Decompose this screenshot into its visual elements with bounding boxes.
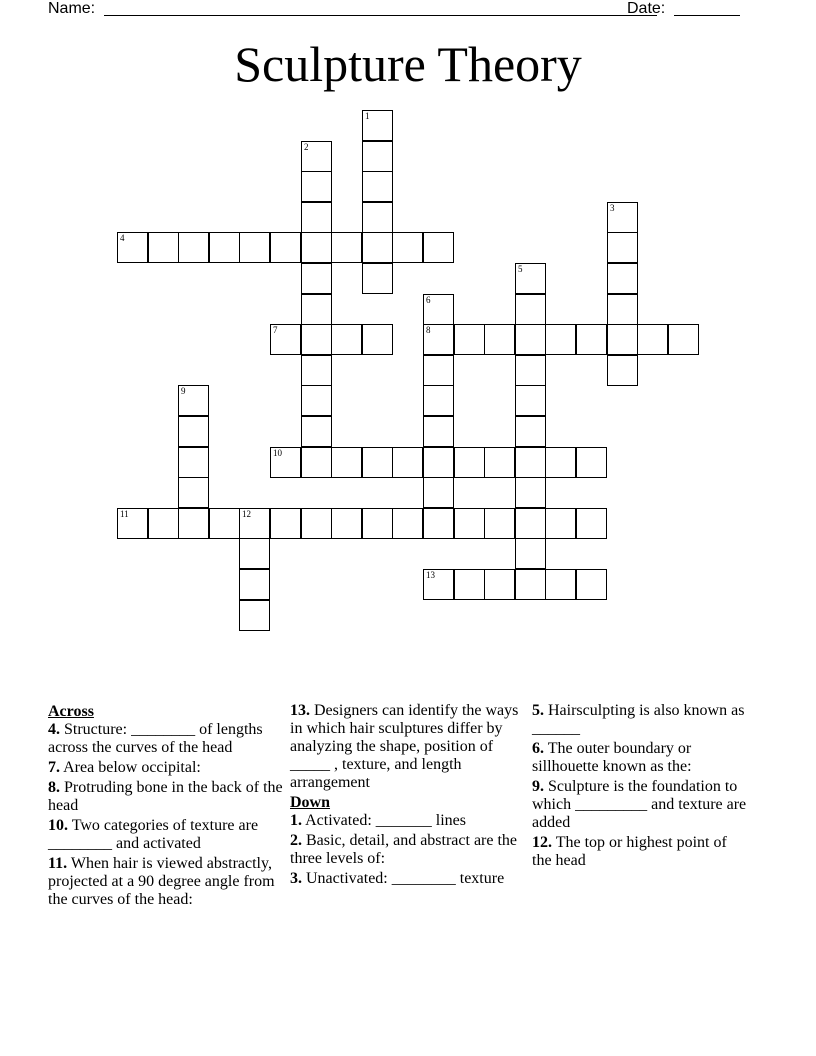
name-label: Name: — [48, 0, 96, 17]
crossword-cell[interactable] — [301, 171, 332, 202]
crossword-cell[interactable] — [270, 447, 301, 478]
crossword-cell[interactable] — [239, 508, 270, 539]
crossword-cell[interactable] — [301, 447, 332, 478]
crossword-cell[interactable] — [148, 508, 179, 539]
crossword-cell[interactable] — [178, 385, 209, 416]
crossword-cell[interactable] — [515, 569, 546, 600]
clue-text: Two categories of texture are ________ and activated — [48, 817, 259, 852]
crossword-cell[interactable] — [270, 324, 301, 355]
crossword-cell[interactable] — [545, 569, 576, 600]
clue-number-label: 1 — [365, 111, 370, 121]
clue-down-12 — [532, 834, 750, 870]
date-label: Date: — [627, 0, 666, 17]
crossword-cell[interactable] — [515, 324, 546, 355]
crossword-cell[interactable] — [484, 447, 515, 478]
crossword-cell[interactable] — [484, 508, 515, 539]
crossword-cell[interactable] — [423, 324, 454, 355]
clue-number-label: 10 — [273, 448, 282, 458]
clue-number-label: 11 — [120, 509, 129, 519]
crossword-cell[interactable] — [454, 447, 485, 478]
clue-number: 11. — [48, 855, 68, 872]
crossword-cell[interactable] — [362, 202, 393, 233]
crossword-cell[interactable] — [545, 447, 576, 478]
crossword-cell[interactable] — [423, 385, 454, 416]
crossword-cell[interactable] — [362, 263, 393, 294]
crossword-cell[interactable] — [423, 416, 454, 447]
crossword-cell[interactable] — [576, 569, 607, 600]
crossword-cell[interactable] — [576, 508, 607, 539]
crossword-cell[interactable] — [423, 508, 454, 539]
crossword-cell[interactable] — [331, 232, 362, 263]
crossword-cell[interactable] — [270, 508, 301, 539]
crossword-cell[interactable] — [362, 508, 393, 539]
crossword-cell[interactable] — [392, 508, 423, 539]
down-heading: Down — [290, 794, 331, 811]
clue-text: Activated: _______ lines — [305, 812, 466, 829]
clue-number: 8. — [48, 779, 60, 796]
crossword-cell[interactable] — [515, 447, 546, 478]
crossword-cell[interactable] — [668, 324, 699, 355]
crossword-cell[interactable] — [301, 324, 332, 355]
crossword-cell[interactable] — [607, 202, 638, 233]
crossword-cell[interactable] — [515, 385, 546, 416]
crossword-cell[interactable] — [362, 232, 393, 263]
crossword-cell[interactable] — [545, 508, 576, 539]
crossword-cell[interactable] — [607, 263, 638, 294]
clue-number-label: 7 — [273, 325, 278, 335]
crossword-cell[interactable] — [484, 324, 515, 355]
clue-text: Designers can identify the ways in which hair sculptures differ by analyzing the shape, position of _____ , texture, and length arrangement — [290, 702, 519, 791]
clue-number: 3. — [290, 870, 302, 887]
clue-across-8 — [48, 779, 284, 815]
crossword-cell[interactable] — [209, 232, 240, 263]
clue-down-2 — [290, 832, 522, 868]
crossword-cell[interactable] — [515, 416, 546, 447]
crossword-cell[interactable] — [331, 324, 362, 355]
clue-text: Unactivated: ________ texture — [306, 870, 505, 887]
clue-number: 5. — [532, 702, 544, 719]
crossword-cell[interactable] — [209, 508, 240, 539]
crossword-cell[interactable] — [270, 232, 301, 263]
crossword-cell[interactable] — [301, 508, 332, 539]
clue-number: 9. — [532, 778, 544, 795]
clue-number-label: 4 — [120, 233, 125, 243]
clue-number: 4. — [48, 721, 60, 738]
clue-number-label: 2 — [304, 142, 309, 152]
crossword-cell[interactable] — [392, 232, 423, 263]
clue-down-6 — [532, 740, 750, 776]
crossword-cell[interactable] — [607, 355, 638, 386]
crossword-cell[interactable] — [515, 355, 546, 386]
crossword-cell[interactable] — [301, 355, 332, 386]
clue-number-label: 12 — [242, 509, 251, 519]
clue-text: Structure: ________ of lengths across the curves of the head — [48, 721, 263, 756]
clue-number: 12. — [532, 834, 552, 851]
clues-column-1 — [48, 702, 284, 911]
clue-number-label: 3 — [610, 203, 615, 213]
clue-number: 13. — [290, 702, 310, 719]
crossword-cell[interactable] — [423, 477, 454, 508]
clue-number: 10. — [48, 817, 68, 834]
clue-down-3 — [290, 870, 522, 888]
clue-down-5 — [532, 702, 750, 738]
crossword-cell[interactable] — [301, 202, 332, 233]
crossword-cell[interactable] — [331, 447, 362, 478]
crossword-cell[interactable] — [423, 569, 454, 600]
clue-across-10 — [48, 817, 284, 853]
crossword-cell[interactable] — [423, 447, 454, 478]
crossword-cell[interactable] — [484, 569, 515, 600]
clue-across-7 — [48, 759, 284, 777]
clue-down-9 — [532, 778, 750, 832]
crossword-cell[interactable] — [454, 508, 485, 539]
crossword-cell[interactable] — [362, 324, 393, 355]
crossword-cell[interactable] — [239, 232, 270, 263]
crossword-cell[interactable] — [576, 447, 607, 478]
clue-across-4 — [48, 721, 284, 757]
crossword-cell[interactable] — [515, 477, 546, 508]
crossword-cell[interactable] — [239, 569, 270, 600]
crossword-cell[interactable] — [454, 324, 485, 355]
clue-text: Hairsculpting is also known as ______ — [532, 702, 745, 737]
crossword-cell[interactable] — [607, 324, 638, 355]
crossword-cell[interactable] — [301, 294, 332, 325]
crossword-cell[interactable] — [178, 508, 209, 539]
clue-text: Sculpture is the foundation to which _________ and texture are added — [532, 778, 747, 831]
crossword-cell[interactable] — [607, 232, 638, 263]
clue-number-label: 5 — [518, 264, 523, 274]
clues-column-3 — [532, 702, 750, 872]
crossword-cell[interactable] — [515, 538, 546, 569]
crossword-cell[interactable] — [392, 447, 423, 478]
crossword-cell[interactable] — [362, 110, 393, 141]
crossword-cell[interactable] — [331, 508, 362, 539]
crossword-cell[interactable] — [301, 416, 332, 447]
crossword-cell[interactable] — [301, 141, 332, 172]
clue-text: The outer boundary or sillhouette known as the: — [532, 740, 692, 775]
clue-across-11 — [48, 855, 284, 909]
crossword-cell[interactable] — [607, 294, 638, 325]
clue-number-label: 8 — [426, 325, 431, 335]
crossword-cell[interactable] — [423, 294, 454, 325]
crossword-cell[interactable] — [545, 324, 576, 355]
crossword-cell[interactable] — [362, 447, 393, 478]
crossword-cell[interactable] — [362, 141, 393, 172]
clue-number: 1. — [290, 812, 302, 829]
clue-across-13 — [290, 702, 522, 792]
crossword-cell[interactable] — [454, 569, 485, 600]
clue-text: Protruding bone in the back of the head — [48, 779, 283, 814]
crossword-cell[interactable] — [148, 232, 179, 263]
clue-number-label: 13 — [426, 570, 435, 580]
crossword-cell[interactable] — [117, 232, 148, 263]
clue-down-1 — [290, 812, 522, 830]
crossword-cell[interactable] — [178, 447, 209, 478]
clue-number: 7. — [48, 759, 60, 776]
clue-number-label: 6 — [426, 295, 431, 305]
clues-column-2 — [290, 702, 522, 890]
clue-number: 6. — [532, 740, 544, 757]
crossword-cell[interactable] — [178, 477, 209, 508]
crossword-cell[interactable] — [117, 508, 148, 539]
crossword-cell[interactable] — [637, 324, 668, 355]
crossword-cell[interactable] — [301, 385, 332, 416]
clue-text: Basic, detail, and abstract are the three levels of: — [290, 832, 518, 867]
crossword-cell[interactable] — [362, 171, 393, 202]
crossword-cell[interactable] — [239, 538, 270, 569]
clue-text: When hair is viewed abstractly, projected at a 90 degree angle from the curves of the head: — [48, 855, 275, 908]
crossword-cell[interactable] — [515, 263, 546, 294]
across-heading: Across — [48, 703, 94, 720]
crossword-cell[interactable] — [515, 294, 546, 325]
crossword-cell[interactable] — [301, 232, 332, 263]
clue-number: 2. — [290, 832, 302, 849]
crossword-cell[interactable] — [178, 232, 209, 263]
crossword-cell[interactable] — [576, 324, 607, 355]
page-title: Sculpture Theory — [234, 36, 582, 92]
clue-text: The top or highest point of the head — [532, 834, 727, 869]
crossword-cell[interactable] — [239, 600, 270, 631]
crossword-cell[interactable] — [515, 508, 546, 539]
crossword-cell[interactable] — [423, 355, 454, 386]
crossword-cell[interactable] — [178, 416, 209, 447]
clue-text: Area below occipital: — [63, 759, 201, 776]
crossword-cell[interactable] — [423, 232, 454, 263]
crossword-cell[interactable] — [301, 263, 332, 294]
clue-number-label: 9 — [181, 386, 186, 396]
